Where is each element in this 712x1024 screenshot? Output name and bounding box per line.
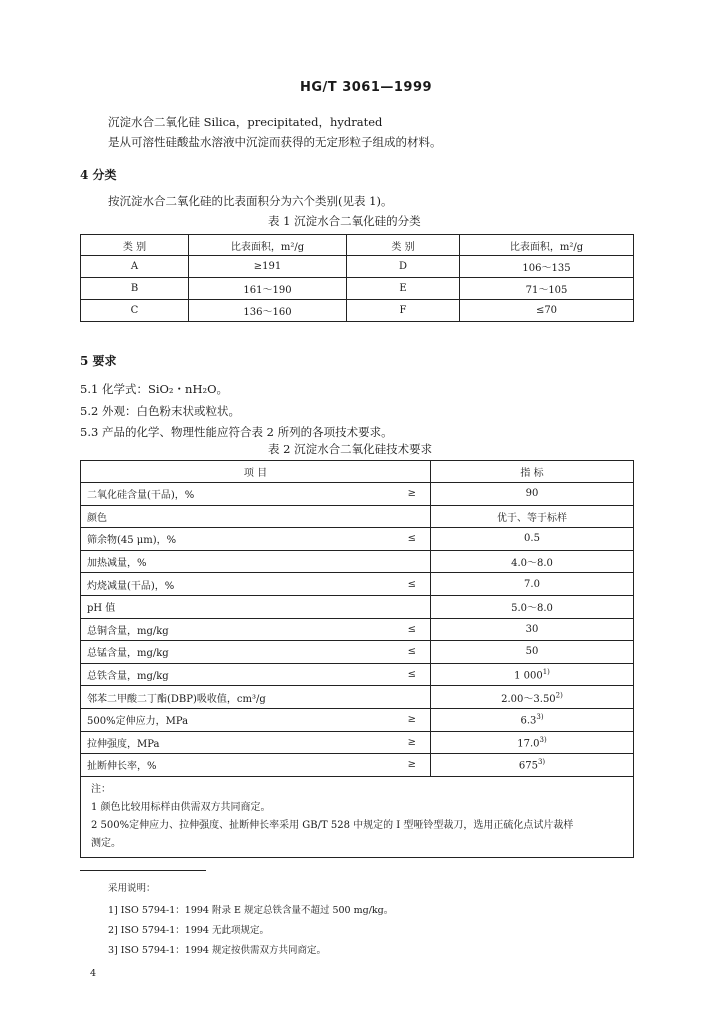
table-header-cell: 指 标 bbox=[431, 461, 634, 483]
table-2 bbox=[80, 460, 634, 858]
value-text: 0.5 bbox=[524, 533, 540, 545]
table-cell: 71～105 bbox=[460, 278, 634, 300]
footnote-item: 2] ISO 5794-1：1994 无此项规定。 bbox=[108, 925, 269, 936]
table-1 bbox=[80, 234, 634, 322]
comparison-symbol bbox=[380, 505, 431, 528]
section-4-text: 按沉淀水合二氧化硅的比表面积分为六个类别(见表 1)。 bbox=[108, 194, 393, 208]
comparison-symbol: ≤ bbox=[380, 641, 431, 664]
table-row bbox=[81, 528, 634, 551]
comparison-symbol: ≥ bbox=[380, 754, 431, 777]
table-row bbox=[81, 505, 634, 528]
definition-text: 是从可溶性硅酸盐水溶液中沉淀而获得的无定形粒子组成的材料。 bbox=[108, 135, 442, 149]
requirement-5-1: 5.1 化学式：SiO₂・nH₂O。 bbox=[80, 382, 229, 396]
table-2-body bbox=[81, 483, 634, 777]
footnote-title: 采用说明： bbox=[108, 883, 156, 894]
table-row bbox=[81, 278, 634, 300]
table-cell: 136～160 bbox=[189, 300, 347, 322]
comparison-symbol: ≤ bbox=[380, 528, 431, 551]
requirement-value bbox=[431, 505, 634, 528]
requirement-item: 500%定伸应力，MPa bbox=[81, 708, 381, 731]
value-text: 4.0～8.0 bbox=[511, 558, 553, 570]
footnote-marker: 3) bbox=[539, 735, 547, 744]
table-row bbox=[81, 550, 634, 573]
table-cell: B bbox=[81, 278, 189, 300]
value-text: 675 bbox=[518, 760, 538, 772]
table-row bbox=[81, 618, 634, 641]
table-cell: ≥191 bbox=[189, 256, 347, 278]
value-text: 7.0 bbox=[524, 578, 540, 590]
table-2-caption: 表 2 沉淀水合二氧化硅技术要求 bbox=[268, 442, 433, 456]
footnote-marker: 3) bbox=[536, 713, 544, 722]
table-header-cell: 类 别 bbox=[347, 235, 460, 256]
table-cell: 106～135 bbox=[460, 256, 634, 278]
requirement-value bbox=[431, 641, 634, 664]
table-row bbox=[81, 300, 634, 322]
table-header-cell: 比表面积，m²/g bbox=[189, 235, 347, 256]
page-number: 4 bbox=[90, 968, 97, 979]
requirement-item: 总铁含量，mg/kg bbox=[81, 663, 381, 686]
value-text: 17.0 bbox=[517, 737, 540, 749]
comparison-symbol: ≥ bbox=[380, 731, 431, 754]
table-cell: F bbox=[347, 300, 460, 322]
requirement-item: 筛余物(45 μm)，% bbox=[81, 528, 381, 551]
document-header: HG/T 3061—1999 bbox=[300, 80, 433, 95]
requirement-item: 灼烧减量(干品)，% bbox=[81, 573, 381, 596]
requirement-item: 加热减量，% bbox=[81, 550, 381, 573]
comparison-symbol: ≤ bbox=[380, 663, 431, 686]
table-row bbox=[81, 595, 634, 618]
footnote-marker: 3) bbox=[537, 758, 546, 767]
table-note: 2 500%定伸应力、拉伸强度、扯断伸长率采用 GB/T 528 中规定的 Ⅰ 型哑铃型裁刀，选用正硫化点试片裁样 bbox=[91, 819, 574, 831]
requirement-value bbox=[431, 731, 634, 754]
value-text: 2.00～3.50 bbox=[501, 693, 556, 705]
value-text: 优于、等于标样 bbox=[497, 512, 567, 524]
table-cell: C bbox=[81, 300, 189, 322]
requirement-value bbox=[431, 754, 634, 777]
footnote-marker: 2) bbox=[555, 691, 563, 700]
requirement-value bbox=[431, 686, 634, 709]
requirement-value bbox=[431, 573, 634, 596]
value-text: 6.3 bbox=[520, 715, 537, 727]
requirement-value bbox=[431, 528, 634, 551]
table-row bbox=[81, 686, 634, 709]
footnote-divider bbox=[80, 870, 206, 871]
section-5-heading: 5 要求 bbox=[80, 354, 117, 368]
value-text: 1 000 bbox=[514, 670, 543, 682]
table-note: 1 颜色比较用标样由供需双方共同商定。 bbox=[91, 801, 271, 813]
table-cell: 161～190 bbox=[189, 278, 347, 300]
footnote-item: 3] ISO 5794-1：1994 规定按供需双方共同商定。 bbox=[108, 945, 326, 956]
table-header-row bbox=[81, 235, 634, 256]
requirement-5-2: 5.2 外观：白色粉末状或粒状。 bbox=[80, 404, 240, 418]
comparison-symbol bbox=[380, 686, 431, 709]
table-row bbox=[81, 731, 634, 754]
table-row bbox=[81, 708, 634, 731]
requirement-item: 邻苯二甲酸二丁酯(DBP)吸收值，cm³/g bbox=[81, 686, 381, 709]
comparison-symbol bbox=[380, 550, 431, 573]
comparison-symbol bbox=[380, 595, 431, 618]
requirement-item: 总锰含量，mg/kg bbox=[81, 641, 381, 664]
value-text: 30 bbox=[525, 623, 539, 635]
table-cell: D bbox=[347, 256, 460, 278]
requirement-item: 颜色 bbox=[81, 505, 381, 528]
table-note: 测定。 bbox=[91, 837, 121, 849]
value-text: 50 bbox=[525, 646, 539, 658]
comparison-symbol: ≥ bbox=[380, 708, 431, 731]
table-header-cell: 比表面积，m²/g bbox=[460, 235, 634, 256]
table-row bbox=[81, 754, 634, 777]
requirement-value bbox=[431, 550, 634, 573]
footnote-item: 1] ISO 5794-1：1994 附录 E 规定总铁含量不超过 500 mg/kg。 bbox=[108, 905, 394, 916]
table-row bbox=[81, 256, 634, 278]
requirement-item: pH 值 bbox=[81, 595, 381, 618]
table-row bbox=[81, 483, 634, 506]
table-1-caption: 表 1 沉淀水合二氧化硅的分类 bbox=[268, 214, 421, 228]
requirement-value bbox=[431, 708, 634, 731]
table-header-cell: 类 别 bbox=[81, 235, 189, 256]
footnote-marker: 1) bbox=[542, 667, 550, 676]
requirement-item: 拉伸强度，MPa bbox=[81, 731, 381, 754]
table-cell: ≤70 bbox=[460, 300, 634, 322]
requirement-value bbox=[431, 595, 634, 618]
requirement-value bbox=[431, 483, 634, 506]
table-notes bbox=[81, 776, 634, 857]
value-text: 90 bbox=[525, 488, 539, 500]
requirement-5-3: 5.3 产品的化学、物理性能应符合表 2 所列的各项技术要求。 bbox=[80, 425, 393, 439]
table-header-cell: 项 目 bbox=[81, 461, 431, 483]
table-row bbox=[81, 573, 634, 596]
table-cell: A bbox=[81, 256, 189, 278]
comparison-symbol: ≤ bbox=[380, 573, 431, 596]
requirement-item: 扯断伸长率，% bbox=[81, 754, 381, 777]
value-text: 5.0～8.0 bbox=[511, 603, 553, 615]
table-row bbox=[81, 641, 634, 664]
definition-term: 沉淀水合二氧化硅 Silica，precipitated，hydrated bbox=[108, 115, 383, 129]
requirement-value bbox=[431, 618, 634, 641]
table-cell: E bbox=[347, 278, 460, 300]
requirement-value bbox=[431, 663, 634, 686]
comparison-symbol: ≤ bbox=[380, 618, 431, 641]
comparison-symbol: ≥ bbox=[380, 483, 431, 506]
table-row bbox=[81, 663, 634, 686]
table-note: 注： bbox=[91, 783, 111, 795]
requirement-item: 二氧化硅含量(干品)，% bbox=[81, 483, 381, 506]
table-header-row bbox=[81, 461, 634, 483]
section-4-heading: 4 分类 bbox=[80, 168, 117, 182]
requirement-item: 总铜含量，mg/kg bbox=[81, 618, 381, 641]
table-notes-row bbox=[81, 776, 634, 857]
